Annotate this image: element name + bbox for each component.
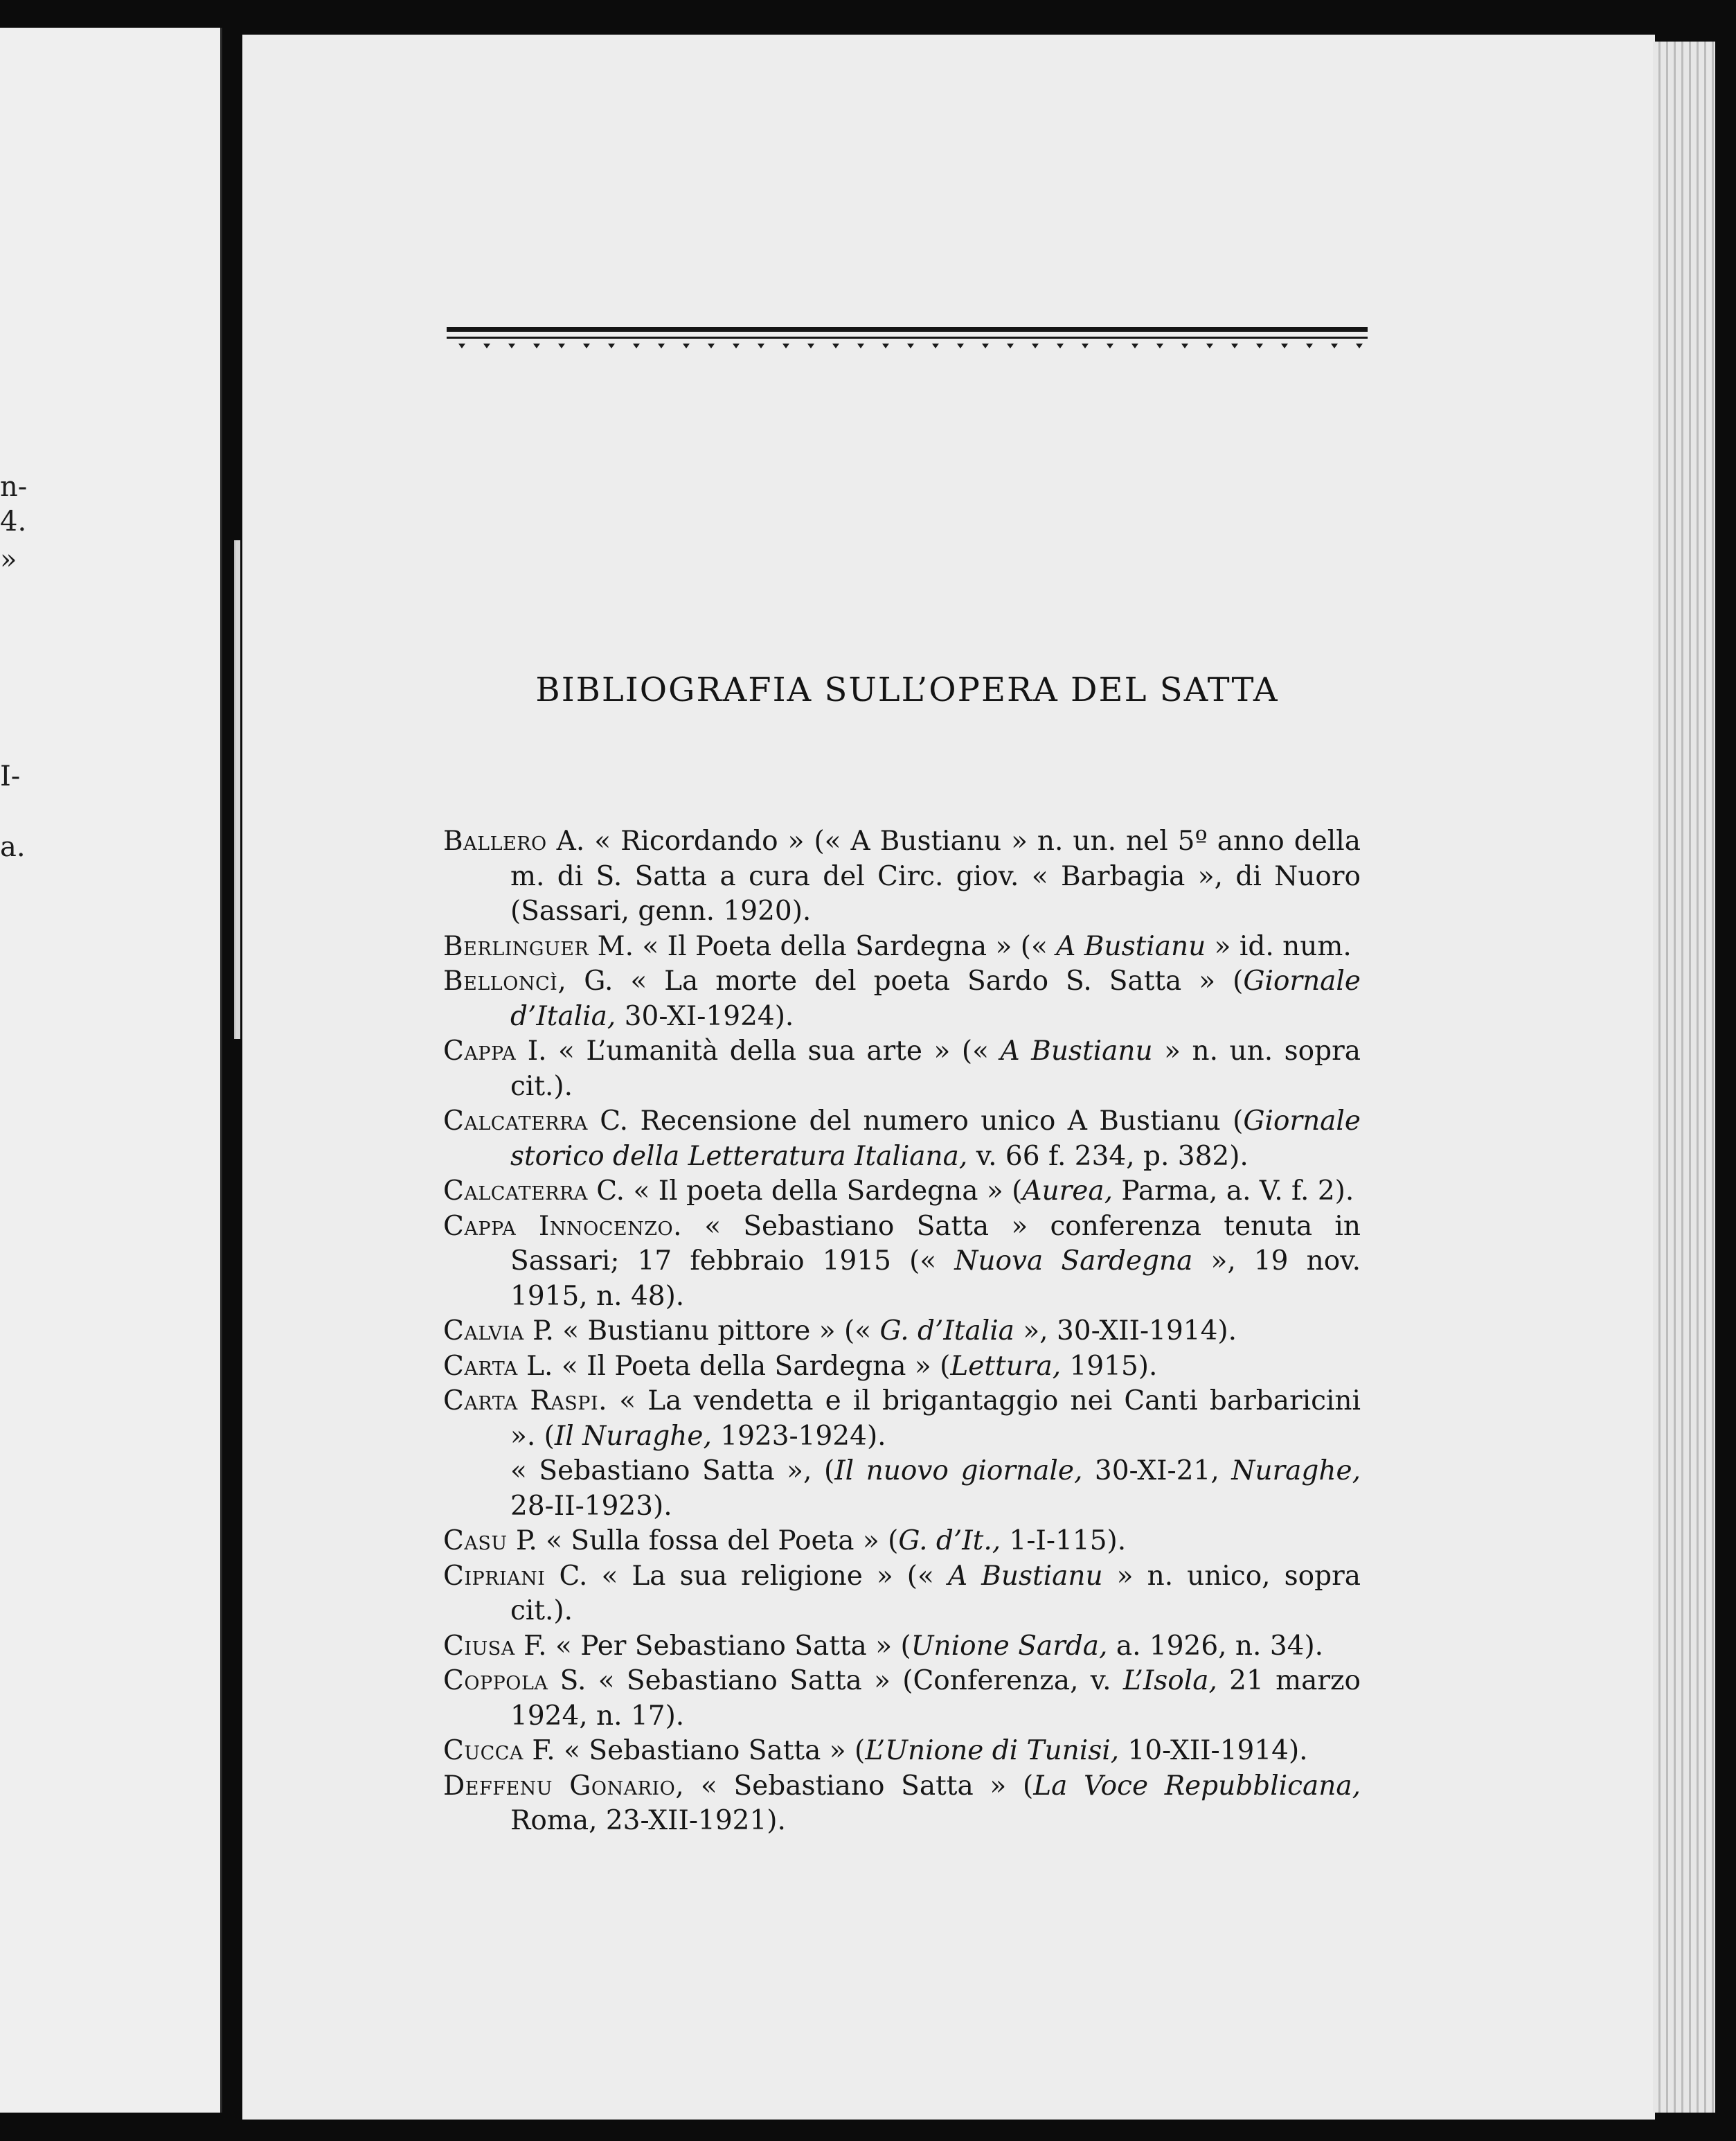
ornament-triangle xyxy=(1331,344,1338,348)
entry-text: « La vendetta e il brigantaggio nei Canti barbaricini ». ( xyxy=(510,1385,1361,1452)
entry-text: G. « La morte del poeta Sardo S. Satta » ( xyxy=(566,966,1244,997)
entry-text: a. 1926, n. 34). xyxy=(1107,1630,1324,1662)
bibliography-list xyxy=(443,824,1361,1839)
bibliography-entry xyxy=(443,824,1361,930)
entry-author: Ballero xyxy=(443,826,547,857)
entry-italic-title: Il nuovo giornale, xyxy=(834,1455,1083,1486)
entry-text: C. Recensione del numero unico A Bustianu ( xyxy=(587,1105,1244,1137)
ornament-thick-rule xyxy=(447,327,1368,332)
ornament-triangle xyxy=(733,344,740,348)
gutter-binding xyxy=(234,540,240,1039)
entry-text: I. « L’umanità della sua arte » (« xyxy=(516,1036,1001,1067)
ornament-triangle xyxy=(832,344,839,348)
entry-author: Belloncì, xyxy=(443,966,567,997)
header-ornament-rule xyxy=(447,327,1368,355)
ornament-triangle xyxy=(932,344,939,348)
entry-author: Calcaterra xyxy=(443,1175,588,1207)
entry-italic-title: Giornale storico della Letteratura Italiana, xyxy=(510,1105,1361,1172)
entry-italic-title: L’Isola, xyxy=(1122,1665,1217,1696)
entry-text: P. « Bustianu pittore » (« xyxy=(524,1315,880,1347)
ornament-triangle xyxy=(508,344,515,348)
entry-text: « Sebastiano Satta » conferenza tenuta in Sassari; 17 febbraio 1915 (« xyxy=(510,1210,1361,1277)
bibliography-entry xyxy=(443,1034,1361,1104)
entry-text: » n. unico, sopra cit.). xyxy=(510,1560,1361,1626)
bibliography-entry xyxy=(443,1734,1361,1769)
entry-text: P. « Sulla fossa del Poeta » ( xyxy=(507,1525,899,1556)
ornament-triangles xyxy=(447,342,1368,355)
entry-text: 30-XI-21, xyxy=(1082,1455,1232,1486)
entry-author: Coppola xyxy=(443,1665,548,1696)
ornament-triangle xyxy=(758,344,764,348)
ornament-triangle xyxy=(533,344,540,348)
entry-text: 28-II-1923). xyxy=(510,1490,672,1522)
entry-text: v. 66 f. 234, p. 382). xyxy=(967,1140,1249,1172)
left-page-fragment: a. xyxy=(0,831,26,863)
bibliography-entry xyxy=(443,1174,1361,1209)
bibliography-entry xyxy=(443,1349,1361,1385)
entry-text: 1-I-115). xyxy=(1001,1525,1127,1556)
ornament-triangle xyxy=(807,344,814,348)
ornament-triangle xyxy=(1032,344,1039,348)
page-edges xyxy=(1653,42,1715,2113)
bibliography-entry xyxy=(443,964,1361,1034)
entry-italic-title: G. d’Italia xyxy=(879,1315,1014,1347)
entry-author: Cappa Innocenzo. xyxy=(443,1210,682,1242)
entry-text: 30-XI-1924). xyxy=(616,1000,794,1032)
entry-text: », 30-XII-1914). xyxy=(1014,1315,1237,1347)
entry-author: Carta xyxy=(443,1350,518,1382)
ornament-thin-rule xyxy=(447,337,1368,339)
entry-italic-title: Lettura, xyxy=(950,1350,1062,1382)
ornament-triangle xyxy=(882,344,889,348)
ornament-triangle xyxy=(708,344,715,348)
entry-author: Berlinguer xyxy=(443,930,589,962)
entry-author: Cipriani xyxy=(443,1560,546,1592)
ornament-triangle xyxy=(633,344,640,348)
left-page xyxy=(0,28,222,2113)
ornament-triangle xyxy=(608,344,615,348)
bibliography-entry xyxy=(443,1314,1361,1349)
entry-text: S. « Sebastiano Satta » (Conferenza, v. xyxy=(548,1665,1123,1696)
entry-text: 21 marzo 1924, n. 17). xyxy=(510,1665,1361,1732)
entry-italic-title: Aurea, xyxy=(1022,1175,1113,1207)
entry-text: « Sebastiano Satta », ( xyxy=(510,1455,835,1486)
entry-italic-title: Unione Sarda, xyxy=(911,1630,1108,1662)
ornament-triangle xyxy=(982,344,989,348)
entry-author: Calvia xyxy=(443,1315,524,1347)
left-page-fragment: n- xyxy=(0,471,28,503)
bibliography-entry xyxy=(443,1629,1361,1664)
entry-author: Calcaterra xyxy=(443,1105,588,1137)
ornament-triangle xyxy=(1356,344,1363,348)
entry-italic-title: Il Nuraghe, xyxy=(554,1420,712,1452)
entry-italic-title: Giornale d’Italia, xyxy=(510,966,1361,1032)
entry-text: 10-XII-1914). xyxy=(1119,1735,1308,1766)
bibliography-entry xyxy=(443,930,1361,965)
ornament-triangle xyxy=(658,344,665,348)
entry-author: Deffenu Gonario, xyxy=(443,1770,685,1802)
ornament-triangle xyxy=(1306,344,1313,348)
ornament-triangle xyxy=(583,344,590,348)
ornament-triangle xyxy=(857,344,864,348)
entry-text: », 19 nov. 1915, n. 48). xyxy=(510,1245,1361,1312)
ornament-triangle xyxy=(782,344,789,348)
entry-text: F. « Sebastiano Satta » ( xyxy=(523,1735,866,1766)
ornament-triangle xyxy=(558,344,565,348)
left-page-fragment: » xyxy=(0,544,17,576)
entry-text: » id. num. xyxy=(1206,930,1352,962)
ornament-triangle xyxy=(1231,344,1238,348)
entry-text: 1923-1924). xyxy=(711,1420,886,1452)
entry-italic-title: A Bustianu xyxy=(1056,930,1206,962)
entry-text: Roma, 23-XII-1921). xyxy=(510,1805,786,1836)
bibliography-entry xyxy=(443,1664,1361,1734)
ornament-triangle xyxy=(907,344,914,348)
entry-italic-title: A Bustianu xyxy=(947,1560,1103,1592)
left-page-fragment: 4. xyxy=(0,506,27,538)
ornament-triangle xyxy=(1256,344,1263,348)
ornament-triangle xyxy=(1007,344,1014,348)
ornament-triangle xyxy=(683,344,690,348)
entry-author: Ciusa xyxy=(443,1630,515,1662)
entry-text: » n. un. sopra cit.). xyxy=(510,1036,1361,1102)
bibliography-entry xyxy=(443,1384,1361,1454)
entry-text: 1915). xyxy=(1061,1350,1158,1382)
entry-text: « Sebastiano Satta » ( xyxy=(684,1770,1034,1802)
ornament-triangle xyxy=(1131,344,1138,348)
entry-italic-title: Nuova Sardegna xyxy=(954,1245,1193,1277)
bibliography-entry xyxy=(443,1454,1361,1524)
bibliography-entry xyxy=(443,1209,1361,1315)
ornament-triangle xyxy=(1107,344,1113,348)
entry-italic-title: A Bustianu xyxy=(1000,1036,1153,1067)
entry-text: A. « Ricordando » (« A Bustianu » n. un. nel 5º anno della m. di S. Satta a cura del Circ. giov. « Barbagia », di Nuoro (Sassari, genn. 1920). xyxy=(510,826,1361,927)
left-page-fragment: I- xyxy=(0,761,21,792)
page-title: BIBLIOGRAFIA SULL’OPERA DEL SATTA xyxy=(535,670,1279,709)
ornament-triangle xyxy=(1206,344,1213,348)
bibliography-entry xyxy=(443,1769,1361,1839)
ornament-triangle xyxy=(483,344,490,348)
bibliography-entry xyxy=(443,1104,1361,1174)
ornament-triangle xyxy=(1156,344,1163,348)
entry-text: C. « La sua religione » (« xyxy=(545,1560,948,1592)
entry-author: Carta Raspi. xyxy=(443,1385,608,1416)
entry-text: L. « Il Poeta della Sardegna » ( xyxy=(517,1350,951,1382)
entry-italic-title: La Voce Repubblicana, xyxy=(1033,1770,1361,1802)
entry-text: C. « Il poeta della Sardegna » ( xyxy=(587,1175,1023,1207)
entry-italic-title: G. d’It., xyxy=(898,1525,1001,1556)
ornament-triangle xyxy=(1057,344,1064,348)
entry-text: F. « Per Sebastiano Satta » ( xyxy=(514,1630,911,1662)
entry-text: Parma, a. V. f. 2). xyxy=(1113,1175,1354,1207)
ornament-triangle xyxy=(1281,344,1288,348)
entry-author: Cappa xyxy=(443,1036,517,1067)
entry-italic-title: L’Unione di Tunisi, xyxy=(865,1735,1120,1766)
entry-italic-title: Nuraghe, xyxy=(1231,1455,1361,1486)
ornament-triangle xyxy=(458,344,465,348)
ornament-triangle xyxy=(1082,344,1089,348)
bibliography-entry xyxy=(443,1524,1361,1559)
ornament-triangle xyxy=(957,344,964,348)
bibliography-entry xyxy=(443,1559,1361,1629)
entry-author: Cucca xyxy=(443,1735,524,1766)
entry-text: M. « Il Poeta della Sardegna » (« xyxy=(589,930,1057,962)
ornament-triangle xyxy=(1181,344,1188,348)
entry-author: Casu xyxy=(443,1525,508,1556)
